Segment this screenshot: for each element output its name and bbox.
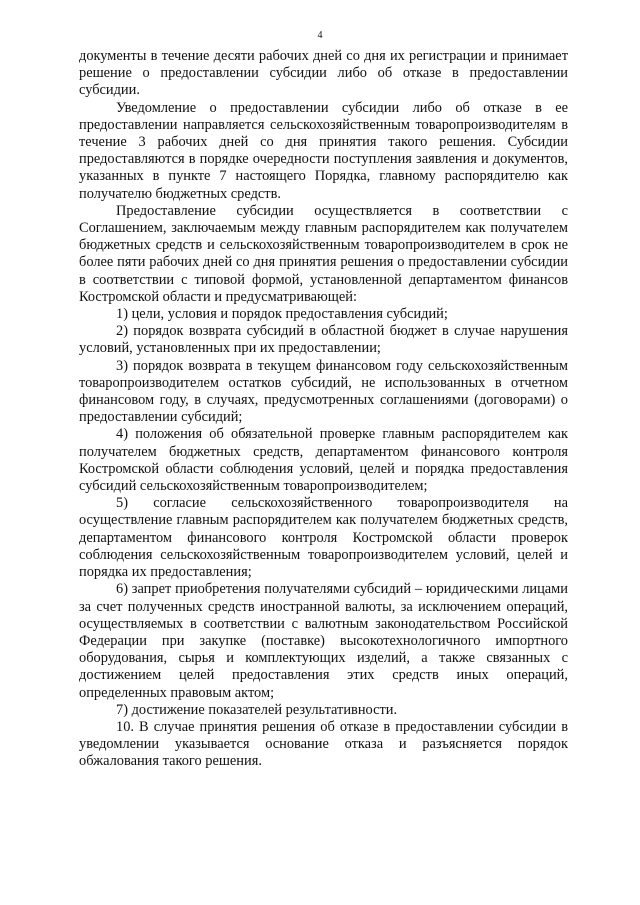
paragraph: 3) порядок возврата в текущем финансовом году сельскохозяйственным товаропроизводителем остатков субсидий, не использованных в отчетном финансовом году, в случаях, предусмотренных соглашениями (договорами) о предоставлении субсидий; [79,357,568,426]
paragraph: документы в течение десяти рабочих дней со дня их регистрации и принимает решение о предоставлении субсидии либо об отказе в предоставлении субсидии. [79,48,568,99]
paragraph: Предоставление субсидии осуществляется в соответствии с Соглашением, заключаемым между главным распорядителем как получателем бюджетных средств и сельскохозяйственным товаропроизводителем в срок не более пяти рабочих дней со дня принятия решения о предоставлении субсидии в соответствии с типовой формой, установленной департаментом финансов Костромской области и предусматривающей: [79,202,568,305]
paragraph: 2) порядок возврата субсидий в областной бюджет в случае нарушения условий, установленных при их предоставлении; [79,323,568,357]
paragraph: 10. В случае принятия решения об отказе в предоставлении субсидии в уведомлении указывается основание отказа и разъясняется порядок обжалования такого решения. [79,718,568,770]
paragraph: 7) достижение показателей результативности. [116,701,398,718]
paragraph: 6) запрет приобретения получателями субсидий – юридическими лицами за счет полученных средств иностранной валюты, за исключением операций, осуществляемых в соответствии с валютным законодательством Российской Федерации при закупке (поставке) высокотехнологичного импортного оборудования, сырья и комплектующих изделий, а также связанных с достижением целей предоставления этих средств иных операций, определенных правовым актом; [79,581,568,701]
paragraph: 5) согласие сельскохозяйственного товаропроизводителя на осуществление главным распорядителем как получателем бюджетных средств, департаментом финансового контроля Костромской области проверок соблюдения сельскохозяйственным товаропроизводителем условий, целей и порядка их предоставления; [79,495,568,581]
paragraph: 4) положения об обязательной проверке главным распорядителем как получателем бюджетных средств, департаментом финансового контроля Костромской области соблюдения условий, целей и порядка предоставления субсидий сельскохозяйственным товаропроизводителем; [79,426,568,495]
paragraph: 1) цели, условия и порядок предоставления субсидий; [116,306,448,323]
paragraph: Уведомление о предоставлении субсидии либо об отказе в ее предоставлении направляется сельскохозяйственным товаропроизводителям в течение 3 рабочих дней со дня принятия такого решения. Субсидии предоставляются в порядке очередности поступления заявления и документов, указанных в пункте 7 настоящего Порядка, главному распорядителю как получателю бюджетных средств. [79,99,568,202]
document-body [79,48,568,771]
page-number: 4 [317,30,323,41]
